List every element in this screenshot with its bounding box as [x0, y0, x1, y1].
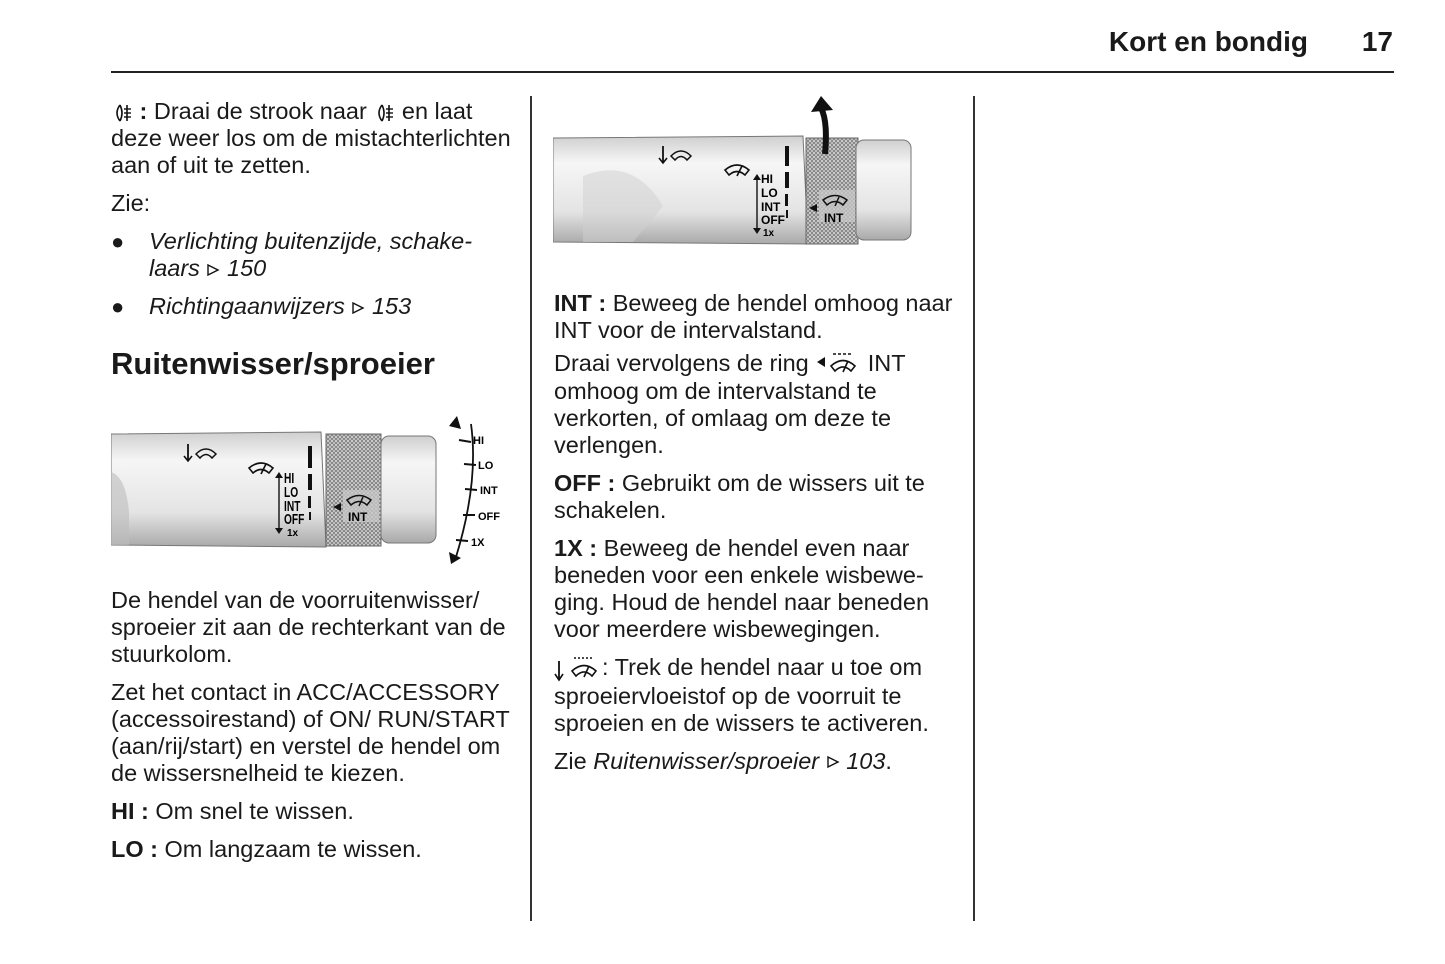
reference-link[interactable]: Ruitenwisser/sproeier 103	[593, 747, 886, 774]
onex-paragraph: 1X : Beweeg de hendel even naar beneden voor een enkele wisbeweging. Houd de hendel naar beneden voor meerdere wisbewegingen.	[554, 534, 930, 642]
hi-paragraph: HI : Om snel te wissen.	[111, 798, 354, 824]
lever-position-label: INT	[284, 498, 301, 515]
washer-icon	[554, 655, 602, 683]
page-number: 17	[1361, 26, 1393, 57]
lo-paragraph: LO : Om langzaam te wissen.	[111, 836, 422, 862]
column-2	[554, 290, 959, 786]
lever-position-label: OFF	[761, 213, 785, 227]
running-header-title: Kort en bondig	[1108, 26, 1308, 57]
washer-paragraph: : Trek de hendel naar u toe om sproeiervloeistof op de voorruit te sproeien en de wissers te activeren.	[554, 653, 929, 736]
lever-position-label: 1x	[287, 528, 299, 539]
scale-label: OFF	[478, 511, 500, 523]
lever-position-label: 1x	[763, 228, 775, 239]
ring-int-label: INT	[348, 510, 368, 524]
rear-fog-light-icon-inline	[373, 102, 395, 124]
lever-position-label: LO	[284, 484, 299, 501]
fog-text-after: en laat deze weer los om de mistachterlichten aan of uit te zetten.	[111, 98, 511, 178]
column-1-top	[111, 98, 511, 382]
zie-label: Zie:	[111, 190, 151, 216]
section-title: Ruitenwisser/sproeier	[111, 346, 435, 381]
rotate-up-arrow-icon	[811, 96, 833, 112]
scale-label: INT	[480, 485, 498, 497]
lever-position-label: HI	[761, 172, 773, 186]
page-reference-icon	[826, 755, 840, 769]
fog-light-paragraph	[111, 98, 511, 179]
int-paragraph: INT : Beweeg de hendel omhoog naar INT voor de intervalstand.	[554, 290, 953, 343]
page-reference-icon	[206, 263, 220, 277]
scale-label: LO	[478, 460, 494, 472]
wiper-lever-figure	[111, 412, 511, 572]
bullet-dot: ●	[111, 229, 125, 254]
int-ring-paragraph: Draai vervolgens de ring INT omhoog om de intervalstand te verkorten, of omlaag om deze te verlengen.	[554, 350, 906, 458]
column-divider-1	[530, 96, 532, 921]
column-1-bottom	[111, 587, 516, 874]
ignition-paragraph: Zet het contact in ACC/ACCESSORY (accessoirestand) of ON/ RUN/START (aan/rij/start) en verstel de hendel om de wissersnelheid te kiezen.	[111, 679, 510, 786]
lever-location-paragraph: De hendel van de voorruitenwisser/ sproeier zit aan de rechterkant van de stuurkolom.	[111, 587, 506, 667]
scale-label: HI	[473, 435, 484, 447]
ring-interval-icon	[815, 352, 861, 378]
arrow-up-icon	[449, 416, 461, 429]
off-paragraph: OFF : Gebruikt om de wissers uit te schakelen.	[554, 469, 925, 523]
fog-colon: :	[133, 98, 154, 124]
column-divider-2	[973, 96, 975, 921]
lever-position-label: HI	[284, 470, 295, 487]
page-reference-icon	[351, 301, 365, 315]
bullet-text[interactable]: Verlichting buitenzijde, schakelaars 150	[149, 228, 473, 281]
lever-position-label: LO	[761, 186, 778, 200]
arrow-down-icon	[449, 552, 461, 564]
list-item	[111, 293, 511, 320]
list-item	[111, 228, 511, 282]
scale-label: 1X	[471, 537, 485, 549]
bullet-text[interactable]: Richtingaanwijzers 153	[149, 293, 412, 319]
wiper-ring-figure	[553, 96, 915, 248]
lever-position-label: OFF	[284, 511, 305, 528]
bullet-dot: ●	[111, 294, 125, 319]
zie-reference-paragraph: Zie Ruitenwisser/sproeier 103.	[554, 747, 892, 774]
ring-int-label: INT	[824, 211, 844, 225]
lever-position-label: INT	[761, 200, 781, 214]
fog-text: Draai de strook naar	[153, 98, 367, 124]
rear-fog-light-icon	[111, 102, 133, 124]
header-rule	[111, 71, 1394, 73]
